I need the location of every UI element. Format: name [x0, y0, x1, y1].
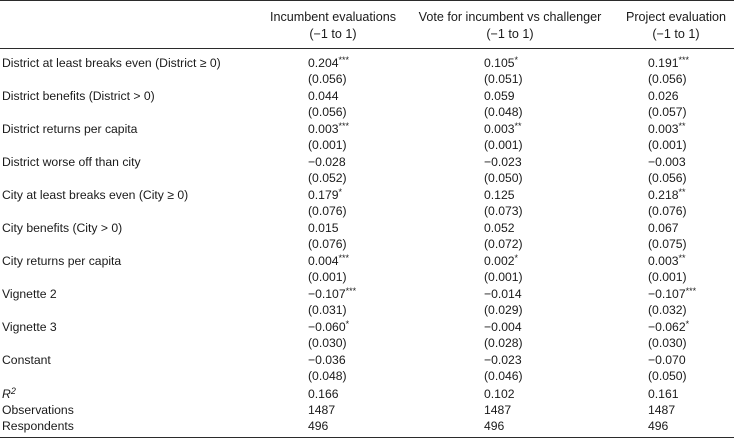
coefficient-value: 0.003	[648, 254, 679, 268]
standard-error-cell: (0.029)	[484, 303, 523, 317]
coefficient-cell	[308, 352, 388, 368]
stat-value: 496	[484, 419, 505, 433]
stat-value: 0.166	[308, 387, 339, 401]
row-label: District at least breaks even (District ≥ 0)	[2, 56, 221, 70]
coefficient-cell	[308, 55, 388, 71]
significance-stars: **	[678, 253, 686, 263]
row-label: City returns per capita	[2, 254, 122, 268]
coefficient-value: 0.052	[484, 221, 515, 235]
standard-error-cell: (0.056)	[308, 105, 347, 119]
coefficient-cell	[484, 121, 564, 137]
standard-error-cell: (0.032)	[648, 303, 687, 317]
coefficient-value: 0.179	[308, 188, 339, 202]
coefficient-cell	[648, 121, 728, 137]
column-range: (−1 to 1)	[486, 27, 534, 41]
coefficient-cell	[484, 352, 564, 368]
coefficient-value: −0.070	[648, 353, 686, 367]
coefficient-cell	[308, 319, 388, 335]
standard-error-cell: (0.050)	[648, 369, 687, 383]
standard-error-cell: (0.031)	[308, 303, 347, 317]
significance-stars: ***	[338, 55, 350, 65]
significance-stars: **	[678, 121, 686, 131]
standard-error-cell: (0.048)	[484, 105, 523, 119]
coefficient-cell	[648, 286, 728, 302]
stat-label-text: Respondents	[2, 419, 74, 433]
stat-value: 1487	[484, 403, 512, 417]
coefficient-value: −0.060	[308, 320, 346, 334]
stat-label	[2, 386, 16, 402]
standard-error-cell: (0.073)	[484, 204, 523, 218]
coefficient-cell	[484, 154, 564, 170]
coefficient-cell	[648, 352, 728, 368]
coefficient-cell	[648, 319, 728, 335]
column-header-vote	[405, 9, 615, 43]
coefficient-value: 0.218	[648, 188, 679, 202]
column-title: Project evaluation	[625, 10, 727, 24]
stat-value: 496	[308, 419, 329, 433]
significance-stars: **	[514, 121, 522, 131]
significance-stars: **	[678, 187, 686, 197]
coefficient-value: 0.026	[648, 89, 679, 103]
coefficient-cell	[648, 55, 728, 71]
row-label: Vignette 2	[2, 287, 57, 301]
stat-value: 1487	[308, 403, 336, 417]
standard-error-cell: (0.056)	[648, 72, 687, 86]
coefficient-cell	[484, 319, 564, 335]
row-label: Vignette 3	[2, 320, 57, 334]
standard-error-cell: (0.001)	[648, 270, 687, 284]
row-label: City benefits (City > 0)	[2, 221, 123, 235]
coefficient-cell	[308, 154, 388, 170]
standard-error-cell: (0.052)	[308, 171, 347, 185]
coefficient-value: −0.023	[484, 353, 522, 367]
standard-error-cell: (0.075)	[648, 237, 687, 251]
coefficient-value: −0.107	[648, 287, 686, 301]
standard-error-cell: (0.046)	[484, 369, 523, 383]
significance-stars: ***	[678, 55, 690, 65]
coefficient-value: 0.003	[484, 122, 515, 136]
standard-error-cell: (0.001)	[484, 138, 523, 152]
coefficient-value: 0.204	[308, 56, 339, 70]
stat-label-superscript: 2	[10, 386, 16, 396]
standard-error-cell: (0.076)	[308, 237, 347, 251]
coefficient-value: 0.191	[648, 56, 679, 70]
header-rule	[0, 48, 734, 49]
column-range: (−1 to 1)	[652, 27, 700, 41]
coefficient-value: 0.067	[648, 221, 679, 235]
significance-stars: ***	[338, 121, 350, 131]
coefficient-cell	[484, 187, 564, 203]
column-header-project	[620, 9, 732, 43]
row-label: Constant	[2, 353, 51, 367]
column-range: (−1 to 1)	[309, 27, 357, 41]
coefficient-cell	[308, 253, 388, 269]
standard-error-cell: (0.076)	[308, 204, 347, 218]
row-label: District returns per capita	[2, 122, 138, 136]
coefficient-value: −0.004	[484, 320, 522, 334]
significance-stars: *	[345, 319, 350, 329]
coefficient-value: 0.003	[308, 122, 339, 136]
significance-stars: *	[685, 319, 690, 329]
top-rule	[0, 0, 734, 1]
coefficient-value: −0.036	[308, 353, 346, 367]
bottom-rule	[0, 437, 734, 438]
stat-value: 0.161	[648, 387, 679, 401]
significance-stars: *	[338, 187, 343, 197]
coefficient-cell	[484, 220, 564, 236]
column-header-incumbent	[262, 9, 404, 43]
standard-error-cell: (0.050)	[484, 171, 523, 185]
column-title: Incumbent evaluations	[269, 10, 397, 24]
coefficient-value: 0.125	[484, 188, 515, 202]
coefficient-cell	[308, 121, 388, 137]
significance-stars: ***	[685, 286, 697, 296]
coefficient-value: −0.107	[308, 287, 346, 301]
coefficient-cell	[308, 220, 388, 236]
coefficient-value: 0.003	[648, 122, 679, 136]
coefficient-cell	[648, 88, 728, 104]
coefficient-value: 0.044	[308, 89, 339, 103]
stat-label	[2, 402, 74, 418]
standard-error-cell: (0.001)	[648, 138, 687, 152]
standard-error-cell: (0.030)	[648, 336, 687, 350]
standard-error-cell: (0.051)	[484, 72, 523, 86]
stat-label-text: R	[2, 387, 11, 401]
column-title: Vote for incumbent vs challenger	[418, 10, 602, 24]
coefficient-cell	[484, 88, 564, 104]
significance-stars: ***	[345, 286, 357, 296]
row-label: District benefits (District > 0)	[2, 89, 155, 103]
coefficient-value: 0.002	[484, 254, 515, 268]
coefficient-cell	[484, 253, 564, 269]
standard-error-cell: (0.001)	[308, 138, 347, 152]
coefficient-value: −0.014	[484, 287, 522, 301]
standard-error-cell: (0.048)	[308, 369, 347, 383]
standard-error-cell: (0.076)	[648, 204, 687, 218]
row-label: City at least breaks even (City ≥ 0)	[2, 188, 189, 202]
coefficient-value: −0.028	[308, 155, 346, 169]
standard-error-cell: (0.056)	[648, 171, 687, 185]
coefficient-cell	[484, 55, 564, 71]
coefficient-value: 0.059	[484, 89, 515, 103]
coefficient-cell	[308, 187, 388, 203]
standard-error-cell: (0.072)	[484, 237, 523, 251]
significance-stars: ***	[338, 253, 350, 263]
standard-error-cell: (0.028)	[484, 336, 523, 350]
standard-error-cell: (0.030)	[308, 336, 347, 350]
coefficient-value: −0.023	[484, 155, 522, 169]
coefficient-cell	[308, 88, 388, 104]
coefficient-value: 0.015	[308, 221, 339, 235]
coefficient-cell	[308, 286, 388, 302]
standard-error-cell: (0.001)	[484, 270, 523, 284]
coefficient-cell	[648, 187, 728, 203]
standard-error-cell: (0.056)	[308, 72, 347, 86]
standard-error-cell: (0.057)	[648, 105, 687, 119]
coefficient-cell	[484, 286, 564, 302]
coefficient-cell	[648, 253, 728, 269]
stat-value: 0.102	[484, 387, 515, 401]
standard-error-cell: (0.001)	[308, 270, 347, 284]
stat-label-text: Observations	[2, 403, 74, 417]
stat-label	[2, 418, 74, 434]
coefficient-value: −0.003	[648, 155, 686, 169]
coefficient-value: −0.062	[648, 320, 686, 334]
row-label: District worse off than city	[2, 155, 141, 169]
stat-value: 496	[648, 419, 669, 433]
coefficient-cell	[648, 220, 728, 236]
significance-stars: *	[514, 55, 519, 65]
coefficient-cell	[648, 154, 728, 170]
coefficient-value: 0.105	[484, 56, 515, 70]
stat-value: 1487	[648, 403, 676, 417]
significance-stars: *	[514, 253, 519, 263]
coefficient-value: 0.004	[308, 254, 339, 268]
